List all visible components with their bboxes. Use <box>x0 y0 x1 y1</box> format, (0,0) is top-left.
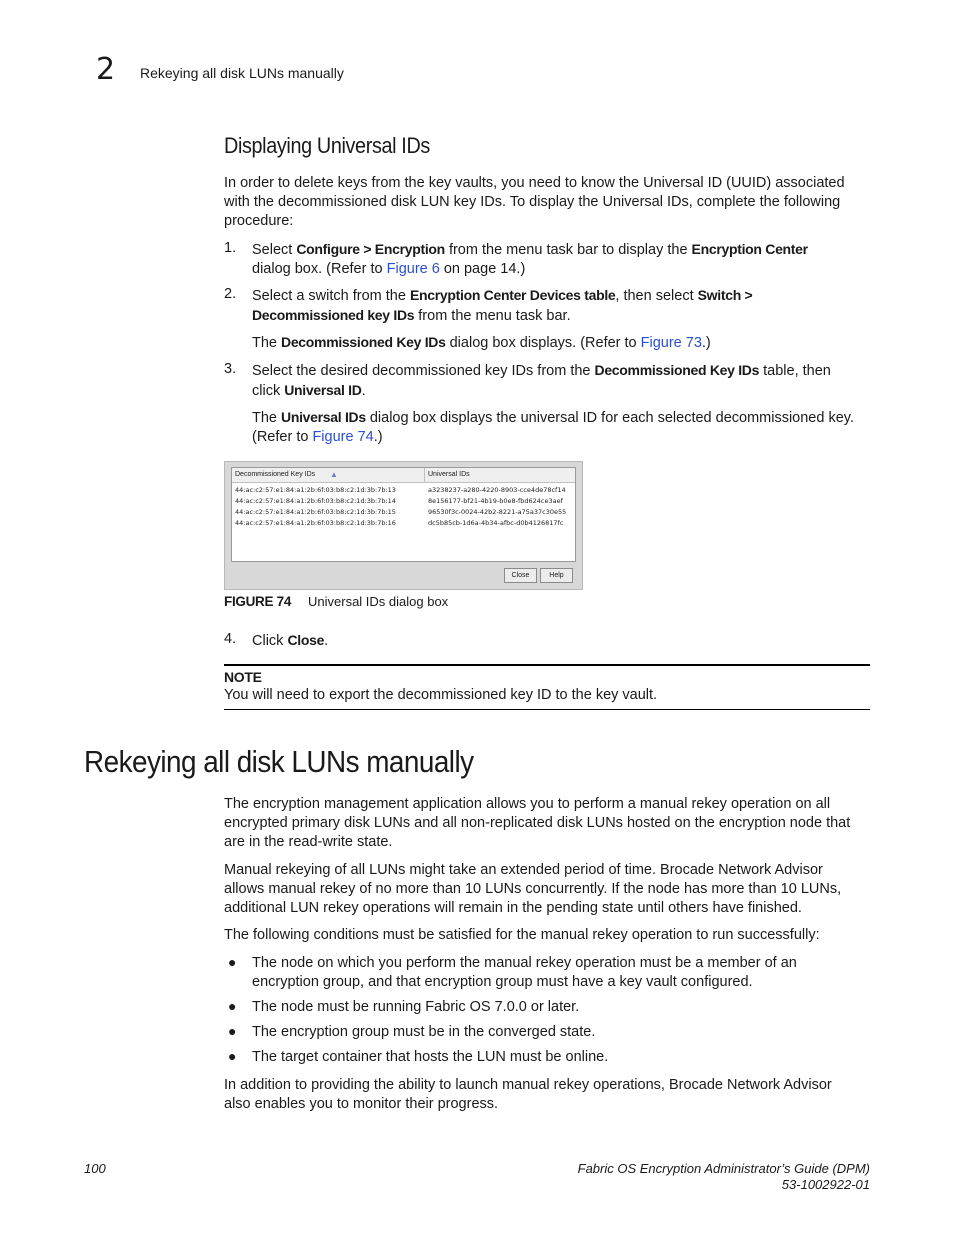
table-row[interactable] <box>232 507 575 518</box>
document-info <box>578 1161 870 1193</box>
note-bottom-rule <box>224 709 870 710</box>
step-text: dialog box displays. (Refer to <box>445 335 641 351</box>
step-text: Select <box>252 242 297 258</box>
button-name: Universal ID <box>284 382 362 398</box>
step-text: The <box>252 335 282 351</box>
universal-ids-dialog <box>224 461 583 590</box>
step-number: 2. <box>224 286 237 302</box>
menu-path: Decommissioned key IDs <box>252 307 415 323</box>
step-3-result <box>252 408 892 447</box>
key-id-cell: 44:ac:c2:57:e1:84:a1:2b:6f:03:b8:c2:1d:3b:7b:13 <box>235 486 396 494</box>
note-text: You will need to export the decommissioned key ID to the key vault. <box>224 687 658 703</box>
step-text: .) <box>373 429 383 445</box>
step-text: (Refer to <box>252 429 313 445</box>
menu-path: Configure > Encryption <box>296 241 445 257</box>
paragraph: The following conditions must be satisfied for the manual rekey operation to run successfully: <box>224 927 820 943</box>
bullet-marker: ● <box>228 998 237 1014</box>
note-top-rule <box>224 664 870 666</box>
bullet-marker: ● <box>228 1023 237 1039</box>
step-number: 4. <box>224 631 237 647</box>
bullet-item: The node must be running Fabric OS 7.0.0 or later. <box>252 999 580 1015</box>
key-id-cell: 44:ac:c2:57:e1:84:a1:2b:6f:03:b8:c2:1d:3b:7b:15 <box>235 508 396 516</box>
uuid-cell: dc5b85cb-1d6a-4b34-afbc-d0b4126817fc <box>428 519 564 527</box>
table-row[interactable] <box>232 485 575 496</box>
universal-ids-table <box>231 467 576 562</box>
bullet-item: The target container that hosts the LUN must be online. <box>252 1049 609 1065</box>
figure-title: Universal IDs dialog box <box>308 594 449 609</box>
step-text: Click <box>252 633 288 649</box>
step-text: . <box>324 633 329 649</box>
figure-link[interactable]: Figure 73 <box>640 335 702 351</box>
step-text: , then select <box>615 288 698 304</box>
close-button[interactable]: Close <box>504 568 537 583</box>
step-1 <box>252 240 872 279</box>
help-button[interactable]: Help <box>540 568 573 583</box>
step-text: Select the desired decommissioned key IDs from the <box>252 363 595 379</box>
section-heading-displaying-universal-ids: Displaying Universal IDs <box>224 133 430 158</box>
paragraph: Manual rekeying of all LUNs might take an extended period of time. Brocade Network Advisor allows manual rekey of no more than 10 LUNs concurrently. If the node has more than 10 LUNs, additional LUN rekey operations will remain in the pending state until others have finished. <box>224 862 842 916</box>
step-text: from the menu task bar. <box>414 308 571 324</box>
page-number: 100 <box>84 1161 106 1176</box>
step-2 <box>252 286 872 326</box>
dialog-name: Decommissioned Key IDs <box>281 334 446 350</box>
chapter-number: 2 <box>96 52 116 87</box>
document-title: Fabric OS Encryption Administrator’s Guide (DPM) <box>577 1161 870 1176</box>
figure-label: FIGURE 74 <box>224 594 292 609</box>
table-row[interactable] <box>232 518 575 529</box>
section-heading-rekeying: Rekeying all disk LUNs manually <box>84 744 474 779</box>
figure-link[interactable]: Figure 74 <box>312 429 374 445</box>
sort-ascending-icon: ▲ <box>330 470 338 479</box>
step-text: .) <box>701 335 711 351</box>
uuid-cell: 8e156177-bf21-4b19-b0e8-fbd624ce3aef <box>428 497 563 505</box>
step-text: dialog box. (Refer to <box>252 261 387 277</box>
figure-link[interactable]: Figure 6 <box>386 261 440 277</box>
step-3 <box>252 361 872 401</box>
step-2-result <box>252 333 872 353</box>
step-4 <box>252 631 872 651</box>
running-title: Rekeying all disk LUNs manually <box>140 65 344 81</box>
table-header <box>232 468 575 483</box>
key-id-cell: 44:ac:c2:57:e1:84:a1:2b:6f:03:b8:c2:1d:3b:7b:14 <box>235 497 396 505</box>
table-name: Decommissioned Key IDs <box>594 362 760 378</box>
uuid-cell: 96530f3c-0024-42b2-8221-a75a37c30e55 <box>428 508 567 516</box>
step-text: table, then <box>759 363 831 379</box>
bullet-marker: ● <box>228 954 237 970</box>
paragraph: The encryption management application allows you to perform a manual rekey operation on all encrypted primary disk LUNs and all non-replicated disk LUNs hosted on the encryption node that are in the read-write state. <box>224 796 851 850</box>
step-text: The <box>252 410 282 426</box>
figure-caption <box>224 594 449 609</box>
step-text: Select a switch from the <box>252 288 410 304</box>
column-header-universal-ids[interactable]: Universal IDs <box>428 471 470 478</box>
step-text: dialog box displays the universal ID for each selected decommissioned key. <box>365 410 854 426</box>
dialog-name: Universal IDs <box>281 409 366 425</box>
table-name: Encryption Center Devices table <box>409 287 616 303</box>
key-id-cell: 44:ac:c2:57:e1:84:a1:2b:6f:03:b8:c2:1d:3b:7b:16 <box>235 519 396 527</box>
step-text: from the menu task bar to display the <box>444 242 692 258</box>
menu-path: Switch > <box>697 287 753 303</box>
button-name: Close <box>287 632 325 648</box>
table-row[interactable] <box>232 496 575 507</box>
column-header-decommissioned-key-ids[interactable]: Decommissioned Key IDs <box>235 471 316 478</box>
dialog-name: Encryption Center <box>691 241 808 257</box>
paragraph: In addition to providing the ability to launch manual rekey operations, Brocade Network Advisor also enables you to monitor their progress. <box>224 1077 832 1112</box>
note-label: NOTE <box>224 669 262 685</box>
document-number: 53-1002922-01 <box>781 1177 870 1192</box>
uuid-cell: a3238237-a280-4220-8903-cce4de78cf14 <box>428 486 566 494</box>
column-divider[interactable] <box>424 468 425 482</box>
intro-paragraph: In order to delete keys from the key vaults, you need to know the Universal ID (UUID) associated with the decommissioned disk LUN key IDs. To display the Universal IDs, complete the following procedure: <box>224 175 845 229</box>
bullet-item: The encryption group must be in the converged state. <box>252 1024 596 1040</box>
step-number: 1. <box>224 240 237 256</box>
step-text: on page 14.) <box>439 261 526 277</box>
step-text: click <box>252 383 285 399</box>
bullet-item: The node on which you perform the manual rekey operation must be a member of an encryption group, and that encryption group must have a key vault configured. <box>252 955 797 990</box>
bullet-marker: ● <box>228 1048 237 1064</box>
step-number: 3. <box>224 361 237 377</box>
step-text: . <box>361 383 366 399</box>
